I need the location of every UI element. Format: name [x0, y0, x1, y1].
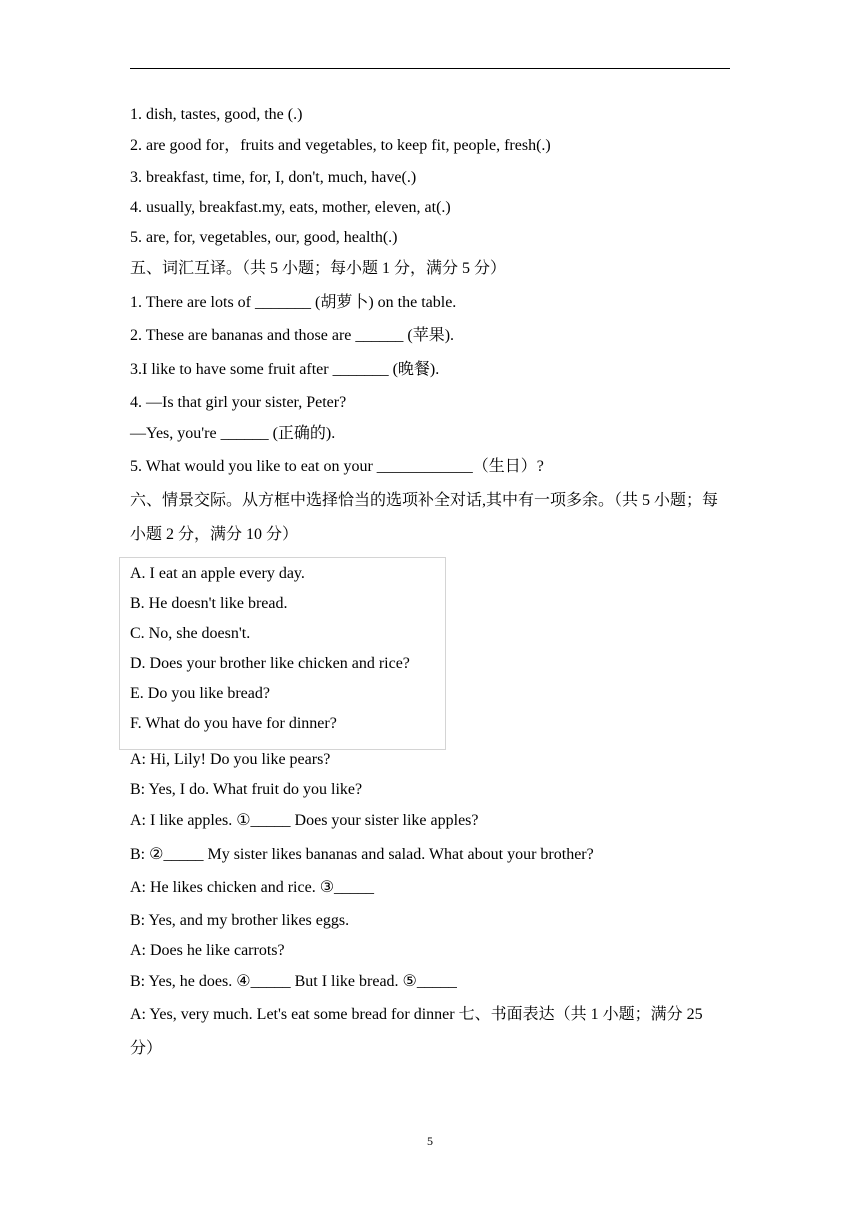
question-line: 5. are, for, vegetables, our, good, health(.) — [130, 229, 398, 246]
page-number: 5 — [427, 1134, 433, 1148]
section-heading: 六、情景交际。从方框中选择恰当的选项补全对话,其中有一项多余。（共 5 小题；每小题 2 分，满分 10 分） — [130, 492, 719, 543]
dialogue-line: B: Yes, and my brother likes eggs. — [130, 912, 350, 929]
option-item: A. I eat an apple every day. — [130, 565, 305, 582]
dialogue-line: A: Hi, Lily! Do you like pears? — [130, 751, 331, 768]
dialogue-line: B: ②_____ My sister likes bananas and salad. What about your brother? — [130, 846, 594, 863]
question-line: 4. usually, breakfast.my, eats, mother, eleven, at(.) — [130, 199, 451, 216]
question-line: 3.I like to have some fruit after _______ (晚餐). — [130, 361, 440, 378]
dialogue-line: A: I like apples. ①_____ Does your sister like apples? — [130, 812, 479, 829]
question-line: 1. There are lots of _______ (胡萝卜) on the table. — [130, 294, 457, 311]
option-item: C. No, she doesn't. — [130, 625, 251, 642]
question-line: 4. —Is that girl your sister, Peter? — [130, 394, 347, 411]
question-line: 3. breakfast, time, for, I, don't, much, have(.) — [130, 169, 417, 186]
header-rule — [130, 68, 730, 69]
question-line: —Yes, you're ______ (正确的). — [130, 425, 336, 442]
question-line: 1. dish, tastes, good, the (.) — [130, 106, 303, 123]
dialogue-line: B: Yes, I do. What fruit do you like? — [130, 781, 363, 798]
option-item: D. Does your brother like chicken and rice? — [130, 655, 410, 672]
section-heading: 五、词汇互译。（共 5 小题；每小题 1 分，满分 5 分） — [130, 260, 507, 277]
question-line: 2. These are bananas and those are ______ (苹果). — [130, 327, 455, 344]
dialogue-line: A: Does he like carrots? — [130, 942, 285, 959]
dialogue-line: A: He likes chicken and rice. ③_____ — [130, 879, 375, 896]
option-item: B. He doesn't like bread. — [130, 595, 288, 612]
dialogue-last-line: A: Yes, very much. Let's eat some bread for dinner 七、书面表达（共 1 小题；满分 25 分） — [130, 1006, 703, 1057]
question-line: 5. What would you like to eat on your ____________（生日）? — [130, 458, 544, 475]
option-item: F. What do you have for dinner? — [130, 715, 337, 732]
option-item: E. Do you like bread? — [130, 685, 270, 702]
question-line: 2. are good for，fruits and vegetables, to keep fit, people, fresh(.) — [130, 137, 551, 154]
dialogue-line: B: Yes, he does. ④_____ But I like bread. ⑤_____ — [130, 973, 457, 990]
